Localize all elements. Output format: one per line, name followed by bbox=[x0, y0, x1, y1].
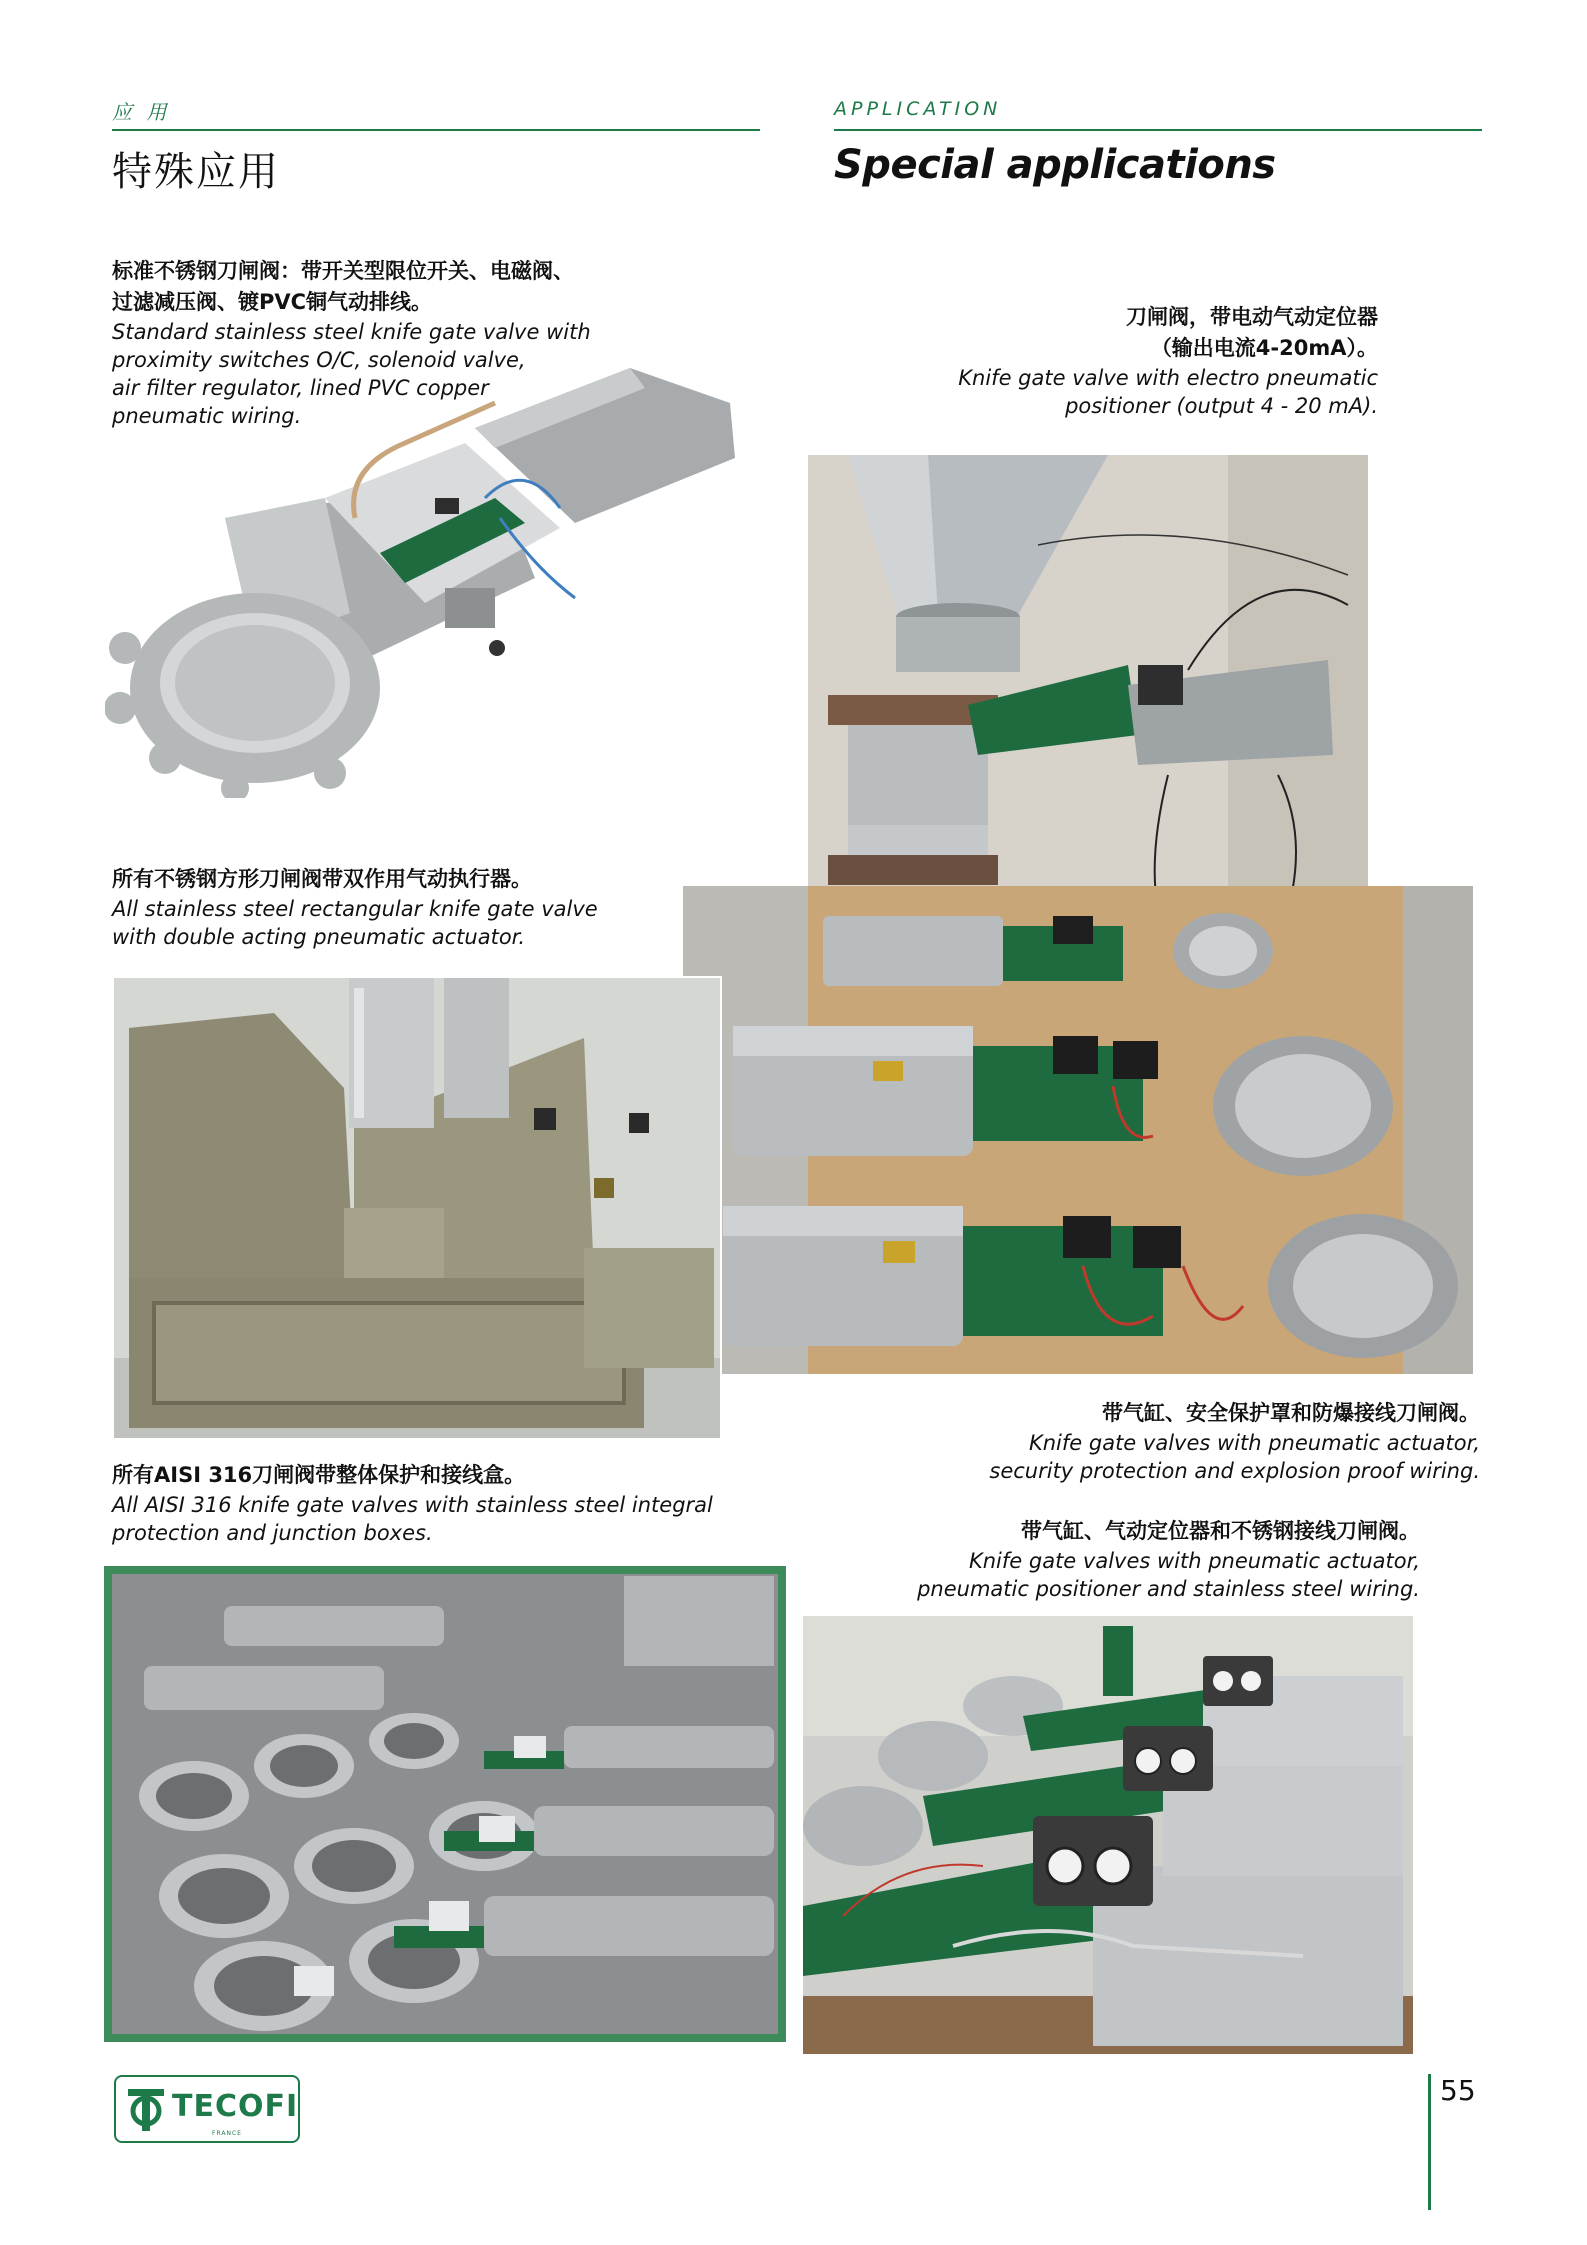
caption-positioner-wiring bbox=[830, 1516, 1420, 1603]
page-title-cn: 特殊应用 bbox=[112, 149, 280, 195]
header-rule-left bbox=[112, 129, 760, 131]
brand-sub: FRANCE bbox=[212, 2130, 242, 2137]
caption-cn-line: 所有不锈钢方形刀闸阀带双作用气动执行器。 bbox=[112, 867, 532, 891]
caption-en-line: air filter regulator, lined PVC copper bbox=[112, 376, 489, 400]
photo-rectangular-knife-gate-valve bbox=[112, 976, 722, 1440]
caption-en-line: Knife gate valve with electro pneumatic bbox=[958, 366, 1378, 390]
caption-en-line: proximity switches O/C, solenoid valve, bbox=[112, 348, 526, 372]
caption-cn-line: 过滤减压阀、镀PVC铜气动排线。 bbox=[112, 290, 433, 314]
caption-en-line: protection and junction boxes. bbox=[112, 1521, 433, 1545]
photo-electro-pneumatic-positioner bbox=[808, 455, 1368, 910]
caption-en-line: pneumatic wiring. bbox=[112, 404, 302, 428]
caption-cn-line: 所有AISI 316刀闸阀带整体保护和接线盒。 bbox=[112, 1463, 526, 1487]
brand-name: TECOFI bbox=[172, 2089, 299, 2124]
page-number: 55 bbox=[1440, 2074, 1476, 2107]
caption-rectangular-valve bbox=[112, 864, 712, 951]
caption-cn-line: 带气缸、安全保护罩和防爆接线刀闸阀。 bbox=[1102, 1401, 1480, 1425]
header-rule-right bbox=[834, 129, 1482, 131]
page-title-en: Special applications bbox=[834, 142, 1276, 188]
caption-en-line: Knife gate valves with pneumatic actuator, bbox=[968, 1549, 1420, 1573]
caption-en-line: with double acting pneumatic actuator. bbox=[112, 925, 526, 949]
brand-emblem-icon bbox=[126, 2085, 166, 2133]
caption-en-line: All stainless steel rectangular knife gate valve bbox=[112, 897, 598, 921]
page-number-rule bbox=[1428, 2074, 1431, 2210]
section-label-cn: 应 用 bbox=[112, 100, 171, 124]
caption-en-line: Knife gate valves with pneumatic actuator, bbox=[1028, 1431, 1480, 1455]
caption-cn-line: （输出电流4-20mA）。 bbox=[1150, 336, 1378, 360]
caption-cn-line: 带气缸、气动定位器和不锈钢接线刀闸阀。 bbox=[1021, 1519, 1420, 1543]
photo-aisi316-valves-warehouse bbox=[104, 1566, 786, 2042]
photo-explosion-proof-valves bbox=[683, 886, 1473, 1374]
caption-aisi316-valves bbox=[112, 1460, 792, 1547]
caption-en-line: pneumatic positioner and stainless steel wiring. bbox=[917, 1577, 1420, 1601]
photo-pneumatic-positioner-valves bbox=[803, 1616, 1413, 2054]
photo-standard-knife-gate-valve bbox=[105, 348, 745, 798]
caption-en-line: security protection and explosion proof wiring. bbox=[989, 1459, 1480, 1483]
section-label-en: APPLICATION bbox=[834, 98, 1002, 120]
caption-en-line: All AISI 316 knife gate valves with stainless steel integral bbox=[112, 1493, 713, 1517]
caption-en-line: Standard stainless steel knife gate valve with bbox=[112, 320, 591, 344]
brand-logo bbox=[114, 2075, 300, 2143]
caption-explosion-proof bbox=[880, 1398, 1480, 1485]
caption-cn-line: 标准不锈钢刀闸阀：带开关型限位开关、电磁阀、 bbox=[112, 259, 574, 283]
caption-electro-positioner bbox=[860, 302, 1378, 420]
caption-en-line: positioner (output 4 - 20 mA). bbox=[1065, 394, 1378, 418]
caption-cn-line: 刀闸阀，带电动气动定位器 bbox=[1126, 305, 1378, 329]
